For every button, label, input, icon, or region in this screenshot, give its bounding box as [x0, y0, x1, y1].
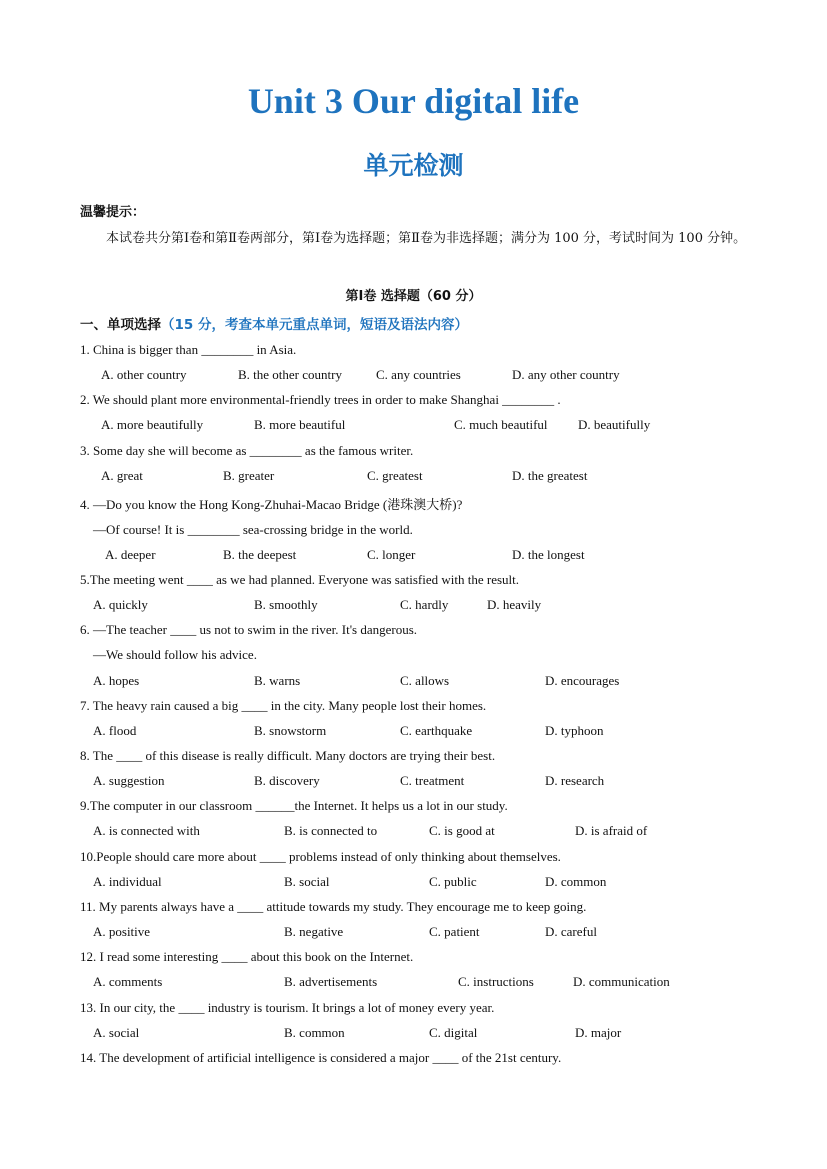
question-12-option-d: D. communication: [573, 974, 670, 989]
question-2-stem: 2. We should plant more environmental-friendly trees in order to make Shanghai ________ .: [80, 392, 561, 407]
question-2-option-c: C. much beautiful: [454, 417, 548, 432]
question-6-option-c: C. allows: [400, 673, 450, 688]
question-6-stem: 6. —The teacher ____ us not to swim in the river. It's dangerous.: [80, 622, 418, 637]
tip-label: 温馨提示：: [80, 205, 146, 220]
question-1-option-b: B. the other country: [238, 367, 342, 382]
part-title: 第Ⅰ卷 选择题（60 分）: [345, 289, 482, 304]
question-13-stem: 13. In our city, the ____ industry is tourism. It brings a lot of money every year.: [80, 1000, 495, 1015]
question-11-option-a: A. positive: [93, 924, 151, 939]
question-1-option-a: A. other country: [101, 367, 187, 382]
question-2-option-b: B. more beautiful: [254, 417, 346, 432]
question-8-stem: 8. The ____ of this disease is really difficult. Many doctors are trying their best.: [80, 748, 496, 763]
question-6-option-b: B. warns: [254, 673, 301, 688]
question-12-option-c: C. instructions: [458, 974, 534, 989]
question-5-option-d: D. heavily: [487, 597, 542, 612]
section-title: [80, 313, 468, 333]
section-note: （15 分，考查本单元重点单词，短语及语法内容）: [161, 317, 468, 333]
question-11-option-b: B. negative: [284, 924, 344, 939]
question-3-option-b: B. greater: [223, 468, 275, 483]
question-11-option-c: C. patient: [429, 924, 480, 939]
question-1-stem: 1. China is bigger than ________ in Asia.: [80, 342, 297, 357]
question-8-option-d: D. research: [545, 773, 605, 788]
question-13-option-a: A. social: [93, 1025, 140, 1040]
question-6-option-a: A. hopes: [93, 673, 140, 688]
question-12-stem: 12. I read some interesting ____ about this book on the Internet.: [80, 949, 414, 964]
question-7-option-b: B. snowstorm: [254, 723, 327, 738]
question-6-stem-line-2: —We should follow his advice.: [93, 647, 257, 662]
question-3-stem: 3. Some day she will become as ________ as the famous writer.: [80, 443, 414, 458]
question-10-option-d: D. common: [545, 874, 607, 889]
question-4-option-b: B. the deepest: [223, 547, 297, 562]
question-12-option-a: A. comments: [93, 974, 163, 989]
question-5-option-b: B. smoothly: [254, 597, 318, 612]
question-4-option-c: C. longer: [367, 547, 416, 562]
question-9-option-b: B. is connected to: [284, 823, 378, 838]
question-10-option-a: A. individual: [93, 874, 162, 889]
question-1-option-c: C. any countries: [376, 367, 461, 382]
question-5-stem: 5.The meeting went ____ as we had planned. Everyone was satisfied with the result.: [80, 572, 519, 587]
question-14-stem: 14. The development of artificial intelligence is considered a major ____ of the 21st century.: [80, 1050, 562, 1065]
question-5-option-c: C. hardly: [400, 597, 449, 612]
question-9-option-a: A. is connected with: [93, 823, 200, 838]
question-7-stem: 7. The heavy rain caused a big ____ in the city. Many people lost their homes.: [80, 698, 487, 713]
question-2-option-d: D. beautifully: [578, 417, 651, 432]
question-6-option-d: D. encourages: [545, 673, 620, 688]
question-13-option-c: C. digital: [429, 1025, 478, 1040]
question-4-option-d: D. the longest: [512, 547, 585, 562]
question-7-option-c: C. earthquake: [400, 723, 473, 738]
question-9-stem: 9.The computer in our classroom ______the Internet. It helps us a lot in our study.: [80, 798, 508, 813]
question-11-option-d: D. careful: [545, 924, 597, 939]
question-9-option-d: D. is afraid of: [575, 823, 648, 838]
question-8-option-c: C. treatment: [400, 773, 465, 788]
question-13-option-b: B. common: [284, 1025, 345, 1040]
question-2-option-a: A. more beautifully: [101, 417, 204, 432]
question-8-option-b: B. discovery: [254, 773, 320, 788]
question-10-stem: 10.People should care more about ____ problems instead of only thinking about themselves.: [80, 849, 561, 864]
intro-paragraph: 本试卷共分第Ⅰ卷和第Ⅱ卷两部分，第Ⅰ卷为选择题；第Ⅱ卷为非选择题；满分为 100 分，考试时间为 100 分钟。: [106, 231, 747, 246]
question-3-option-c: C. greatest: [367, 468, 423, 483]
document-title: Unit 3 Our digital life: [247, 81, 580, 121]
question-1-option-d: D. any other country: [512, 367, 620, 382]
question-8-option-a: A. suggestion: [93, 773, 165, 788]
document-subtitle: 单元检测: [363, 151, 464, 180]
question-10-option-b: B. social: [284, 874, 330, 889]
question-7-option-d: D. typhoon: [545, 723, 604, 738]
question-3-option-a: A. great: [101, 468, 143, 483]
question-11-stem: 11. My parents always have a ____ attitude towards my study. They encourage me to keep going.: [80, 899, 587, 914]
question-4-stem-line-2: —Of course! It is ________ sea-crossing bridge in the world.: [93, 522, 413, 537]
question-5-option-a: A. quickly: [93, 597, 148, 612]
question-13-option-d: D. major: [575, 1025, 622, 1040]
section-label: 一、单项选择: [80, 317, 161, 333]
question-4-option-a: A. deeper: [105, 547, 156, 562]
question-12-option-b: B. advertisements: [284, 974, 378, 989]
question-9-option-c: C. is good at: [429, 823, 495, 838]
question-7-option-a: A. flood: [93, 723, 137, 738]
question-3-option-d: D. the greatest: [512, 468, 588, 483]
question-10-option-c: C. public: [429, 874, 477, 889]
question-4-stem: 4. —Do you know the Hong Kong-Zhuhai-Macao Bridge (港珠澳大桥)?: [80, 497, 463, 512]
